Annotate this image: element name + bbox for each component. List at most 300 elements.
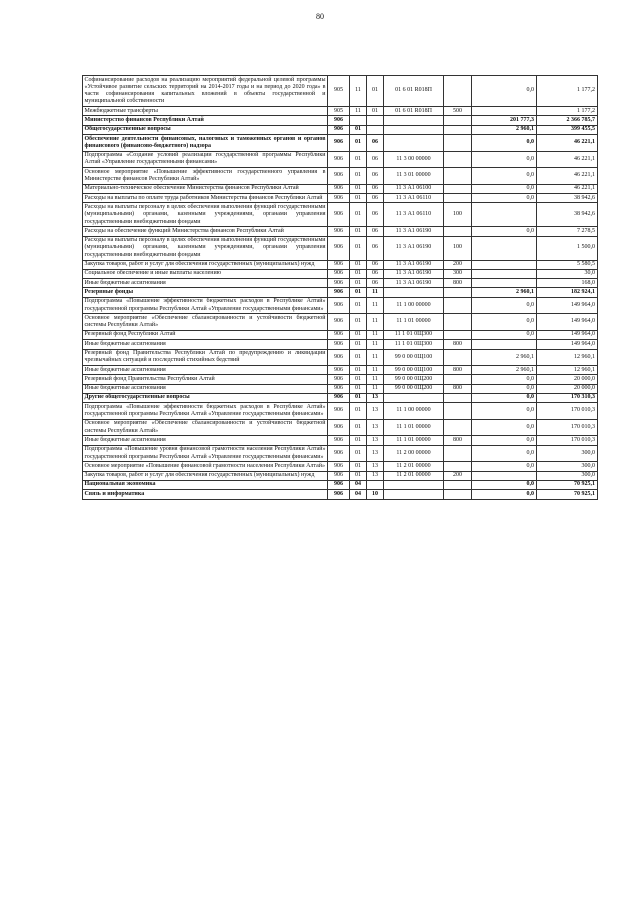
row-amount-total-cell: 300,0 xyxy=(537,471,598,480)
row-expense-type-cell xyxy=(444,135,472,152)
row-target-article-cell: 11 1 01 00000 xyxy=(384,314,444,331)
row-grbs-cell: 906 xyxy=(328,490,350,499)
row-expense-type-cell: 800 xyxy=(444,366,472,375)
row-expense-type-cell xyxy=(444,297,472,314)
row-target-article-cell xyxy=(384,125,444,134)
row-subsection-cell: 11 xyxy=(367,330,384,339)
row-grbs-cell: 906 xyxy=(328,366,350,375)
row-subsection-cell: 13 xyxy=(367,393,384,402)
row-amount-change-cell xyxy=(472,279,537,288)
row-section-cell: 11 xyxy=(350,107,367,116)
row-amount-change-cell: 0,0 xyxy=(472,445,537,462)
row-target-article-cell: 11 3 01 00000 xyxy=(384,168,444,185)
row-amount-change-cell: 0,0 xyxy=(472,393,537,402)
row-target-article-cell: 11 2 00 00000 xyxy=(384,445,444,462)
row-target-article-cell: 11 1 00 00000 xyxy=(384,403,444,420)
row-name-cell: Расходы на выплаты персоналу в целях обеспечения выполнения функций государственными (муниципальными) органами, казенными учреждениями, органами управления государственными внебюджетными фондами xyxy=(83,203,328,227)
row-expense-type-cell: 200 xyxy=(444,471,472,480)
row-subsection-cell: 11 xyxy=(367,349,384,366)
row-expense-type-cell: 100 xyxy=(444,203,472,227)
row-amount-total-cell: 399 455,5 xyxy=(537,125,598,134)
row-expense-type-cell xyxy=(444,116,472,125)
budget-table-body xyxy=(83,76,598,500)
row-grbs-cell: 906 xyxy=(328,403,350,420)
row-expense-type-cell: 800 xyxy=(444,384,472,393)
row-subsection-cell: 13 xyxy=(367,419,384,436)
row-amount-total-cell: 149 964,0 xyxy=(537,340,598,349)
row-amount-total-cell: 170 010,3 xyxy=(537,419,598,436)
row-name-cell: Закупка товаров, работ и услуг для обеспечения государственных (муниципальных) нужд xyxy=(83,471,328,480)
row-target-article-cell xyxy=(384,135,444,152)
row-section-cell: 01 xyxy=(350,269,367,278)
table-row xyxy=(83,288,598,297)
row-subsection-cell xyxy=(367,125,384,134)
row-amount-change-cell: 0,0 xyxy=(472,168,537,185)
row-section-cell: 04 xyxy=(350,480,367,489)
row-name-cell: Межбюджетные трансферты xyxy=(83,107,328,116)
row-grbs-cell: 906 xyxy=(328,340,350,349)
row-grbs-cell: 906 xyxy=(328,125,350,134)
row-grbs-cell: 906 xyxy=(328,462,350,471)
row-expense-type-cell xyxy=(444,194,472,203)
row-name-cell: Иные бюджетные ассигнования xyxy=(83,279,328,288)
row-grbs-cell: 906 xyxy=(328,116,350,125)
table-row xyxy=(83,76,598,107)
row-amount-total-cell: 2 366 785,7 xyxy=(537,116,598,125)
row-amount-change-cell: 0,0 xyxy=(472,184,537,193)
row-name-cell: Резервные фонды xyxy=(83,288,328,297)
row-amount-change-cell: 0,0 xyxy=(472,375,537,384)
row-amount-total-cell: 12 960,1 xyxy=(537,349,598,366)
row-amount-change-cell: 0,0 xyxy=(472,135,537,152)
row-target-article-cell xyxy=(384,393,444,402)
row-target-article-cell: 11 3 А1 06190 xyxy=(384,260,444,269)
row-subsection-cell: 11 xyxy=(367,384,384,393)
row-amount-change-cell xyxy=(472,340,537,349)
table-row xyxy=(83,227,598,236)
row-target-article-cell: 99 0 00 0Щ100 xyxy=(384,366,444,375)
row-amount-total-cell: 30,0 xyxy=(537,269,598,278)
row-subsection-cell: 13 xyxy=(367,462,384,471)
row-name-cell: Иные бюджетные ассигнования xyxy=(83,436,328,445)
row-grbs-cell: 906 xyxy=(328,227,350,236)
row-grbs-cell: 906 xyxy=(328,375,350,384)
table-row xyxy=(83,135,598,152)
row-expense-type-cell xyxy=(444,76,472,107)
row-name-cell: Подпрограмма «Повышение эффективности бюджетных расходов в Республике Алтай» государственной программы Республики Алтай «Управление государственными финансами» xyxy=(83,403,328,420)
row-subsection-cell: 06 xyxy=(367,151,384,168)
row-subsection-cell: 11 xyxy=(367,314,384,331)
row-section-cell: 01 xyxy=(350,445,367,462)
row-expense-type-cell xyxy=(444,349,472,366)
table-row xyxy=(83,236,598,260)
row-amount-change-cell: 0,0 xyxy=(472,462,537,471)
row-amount-total-cell: 182 924,1 xyxy=(537,288,598,297)
page-number: 80 xyxy=(316,12,324,21)
row-name-cell: Иные бюджетные ассигнования xyxy=(83,366,328,375)
row-section-cell: 01 xyxy=(350,375,367,384)
row-amount-change-cell xyxy=(472,236,537,260)
row-amount-total-cell: 38 942,6 xyxy=(537,194,598,203)
row-name-cell: Подпрограмма «Повышение уровня финансовой грамотности населения Республики Алтай» государственной программы Республики Алтай «Управление государственными финансами» xyxy=(83,445,328,462)
row-target-article-cell: 11 2 01 00000 xyxy=(384,462,444,471)
row-section-cell: 01 xyxy=(350,314,367,331)
row-section-cell: 01 xyxy=(350,366,367,375)
row-expense-type-cell: 500 xyxy=(444,107,472,116)
row-amount-change-cell: 2 960,1 xyxy=(472,349,537,366)
table-row xyxy=(83,194,598,203)
row-subsection-cell: 06 xyxy=(367,236,384,260)
row-grbs-cell: 906 xyxy=(328,279,350,288)
row-name-cell: Иные бюджетные ассигнования xyxy=(83,340,328,349)
row-name-cell: Расходы на обеспечение функций Министерства финансов Республики Алтай xyxy=(83,227,328,236)
row-section-cell: 01 xyxy=(350,393,367,402)
row-expense-type-cell xyxy=(444,393,472,402)
row-name-cell: Основное мероприятие «Обеспечение сбалансированности и устойчивости бюджетной системы Республики Алтай» xyxy=(83,419,328,436)
row-name-cell: Национальная экономика xyxy=(83,480,328,489)
row-amount-total-cell: 46 221,1 xyxy=(537,151,598,168)
row-amount-change-cell xyxy=(472,269,537,278)
row-section-cell: 01 xyxy=(350,203,367,227)
row-amount-change-cell xyxy=(472,107,537,116)
row-subsection-cell: 13 xyxy=(367,445,384,462)
row-amount-total-cell: 1 500,0 xyxy=(537,236,598,260)
row-amount-total-cell: 20 000,0 xyxy=(537,375,598,384)
row-name-cell: Подпрограмма «Повышение эффективности бюджетных расходов в Республике Алтай» государственной программы Республики Алтай «Управление государственными финансами» xyxy=(83,297,328,314)
row-target-article-cell: 11 1 01 00000 xyxy=(384,419,444,436)
row-target-article-cell: 11 3 А1 06190 xyxy=(384,279,444,288)
row-amount-total-cell: 20 000,0 xyxy=(537,384,598,393)
row-name-cell: Резервный фонд Правительства Республики Алтай по предупреждению и ликвидации чрезвычайных ситуаций и последствий стихийных бедствий xyxy=(83,349,328,366)
row-amount-change-cell: 0,0 xyxy=(472,480,537,489)
row-target-article-cell: 11 1 01 0Щ300 xyxy=(384,330,444,339)
row-target-article-cell: 01 6 01 R018П xyxy=(384,107,444,116)
row-name-cell: Другие общегосударственные вопросы xyxy=(83,393,328,402)
row-amount-total-cell: 7 278,5 xyxy=(537,227,598,236)
table-row xyxy=(83,203,598,227)
row-amount-change-cell: 0,0 xyxy=(472,490,537,499)
row-grbs-cell: 906 xyxy=(328,393,350,402)
row-section-cell: 01 xyxy=(350,349,367,366)
row-subsection-cell: 06 xyxy=(367,194,384,203)
row-subsection-cell: 13 xyxy=(367,403,384,420)
row-expense-type-cell: 200 xyxy=(444,260,472,269)
row-amount-change-cell: 0,0 xyxy=(472,419,537,436)
row-amount-total-cell: 12 960,1 xyxy=(537,366,598,375)
row-amount-total-cell: 149 964,0 xyxy=(537,330,598,339)
row-subsection-cell: 11 xyxy=(367,340,384,349)
row-target-article-cell xyxy=(384,490,444,499)
row-name-cell: Закупка товаров, работ и услуг для обеспечения государственных (муниципальных) нужд xyxy=(83,260,328,269)
row-amount-change-cell: 201 777,3 xyxy=(472,116,537,125)
row-amount-change-cell: 2 960,1 xyxy=(472,288,537,297)
row-expense-type-cell xyxy=(444,288,472,297)
row-target-article-cell: 99 0 00 0Щ200 xyxy=(384,384,444,393)
row-name-cell: Обеспечение деятельности финансовых, налоговых и таможенных органов и органов финансового (финансово-бюджетного) надзора xyxy=(83,135,328,152)
row-section-cell xyxy=(350,116,367,125)
row-subsection-cell: 06 xyxy=(367,227,384,236)
row-amount-total-cell: 170 010,3 xyxy=(537,436,598,445)
row-amount-total-cell: 70 925,1 xyxy=(537,490,598,499)
row-name-cell: Резервный фонд Республики Алтай xyxy=(83,330,328,339)
table-row xyxy=(83,462,598,471)
row-amount-total-cell: 38 942,6 xyxy=(537,203,598,227)
row-grbs-cell: 906 xyxy=(328,297,350,314)
row-expense-type-cell xyxy=(444,125,472,134)
row-amount-change-cell: 2 960,1 xyxy=(472,366,537,375)
row-section-cell: 01 xyxy=(350,384,367,393)
row-grbs-cell: 906 xyxy=(328,168,350,185)
row-grbs-cell: 906 xyxy=(328,471,350,480)
row-subsection-cell: 11 xyxy=(367,288,384,297)
row-amount-total-cell: 300,0 xyxy=(537,445,598,462)
table-row xyxy=(83,151,598,168)
row-target-article-cell: 11 3 А1 06110 xyxy=(384,203,444,227)
row-name-cell: Материально-техническое обеспечение Министерства финансов Республики Алтай xyxy=(83,184,328,193)
row-name-cell: Социальное обеспечение и иные выплаты населению xyxy=(83,269,328,278)
row-name-cell: Расходы на выплаты по оплате труда работников Министерства финансов Республики Алтай xyxy=(83,194,328,203)
table-row xyxy=(83,269,598,278)
row-amount-total-cell: 1 177,2 xyxy=(537,76,598,107)
row-target-article-cell xyxy=(384,288,444,297)
row-expense-type-cell xyxy=(444,168,472,185)
row-section-cell: 01 xyxy=(350,151,367,168)
row-expense-type-cell xyxy=(444,462,472,471)
row-grbs-cell: 906 xyxy=(328,184,350,193)
row-amount-total-cell: 46 221,1 xyxy=(537,135,598,152)
row-target-article-cell: 11 2 01 00000 xyxy=(384,471,444,480)
row-expense-type-cell xyxy=(444,419,472,436)
row-name-cell: Основное мероприятие «Обеспечение сбалансированности и устойчивости бюджетной системы Республики Алтай» xyxy=(83,314,328,331)
row-target-article-cell: 11 3 00 00000 xyxy=(384,151,444,168)
row-target-article-cell: 11 3 А1 06190 xyxy=(384,227,444,236)
row-grbs-cell: 905 xyxy=(328,76,350,107)
row-expense-type-cell xyxy=(444,330,472,339)
row-target-article-cell: 11 3 А1 06100 xyxy=(384,184,444,193)
row-amount-total-cell: 70 925,1 xyxy=(537,480,598,489)
row-section-cell: 01 xyxy=(350,297,367,314)
row-subsection-cell: 06 xyxy=(367,279,384,288)
row-subsection-cell: 13 xyxy=(367,471,384,480)
row-amount-total-cell: 149 964,0 xyxy=(537,314,598,331)
table-row xyxy=(83,340,598,349)
row-amount-change-cell: 0,0 xyxy=(472,384,537,393)
row-amount-total-cell: 170 010,3 xyxy=(537,403,598,420)
row-section-cell: 11 xyxy=(350,76,367,107)
row-expense-type-cell xyxy=(444,227,472,236)
row-grbs-cell: 906 xyxy=(328,349,350,366)
row-section-cell: 01 xyxy=(350,125,367,134)
row-target-article-cell: 11 1 01 00000 xyxy=(384,436,444,445)
row-amount-change-cell: 0,0 xyxy=(472,194,537,203)
table-row xyxy=(83,366,598,375)
table-row xyxy=(83,480,598,489)
row-subsection-cell: 06 xyxy=(367,184,384,193)
row-subsection-cell: 06 xyxy=(367,260,384,269)
table-row xyxy=(83,490,598,499)
table-row xyxy=(83,279,598,288)
row-grbs-cell: 906 xyxy=(328,203,350,227)
row-section-cell: 01 xyxy=(350,168,367,185)
row-section-cell: 01 xyxy=(350,462,367,471)
table-row xyxy=(83,445,598,462)
row-expense-type-cell: 100 xyxy=(444,236,472,260)
row-amount-change-cell: 0,0 xyxy=(472,436,537,445)
row-name-cell: Основное мероприятие «Повышение эффективности государственного управления в Министерстве финансов Республики Алтай» xyxy=(83,168,328,185)
row-subsection-cell: 01 xyxy=(367,107,384,116)
row-grbs-cell: 906 xyxy=(328,330,350,339)
row-amount-total-cell: 5 580,5 xyxy=(537,260,598,269)
row-name-cell: Расходы на выплаты персоналу в целях обеспечения выполнения функций государственными (муниципальными) органами, казенными учреждениями, органами управления государственными внебюджетными фондами xyxy=(83,236,328,260)
table-row xyxy=(83,330,598,339)
row-grbs-cell: 906 xyxy=(328,236,350,260)
table-row xyxy=(83,260,598,269)
row-section-cell: 01 xyxy=(350,403,367,420)
row-target-article-cell: 99 0 00 0Щ200 xyxy=(384,375,444,384)
row-subsection-cell: 01 xyxy=(367,76,384,107)
row-grbs-cell: 906 xyxy=(328,288,350,297)
row-target-article-cell: 01 6 01 R018П xyxy=(384,76,444,107)
table-row xyxy=(83,184,598,193)
row-grbs-cell: 906 xyxy=(328,314,350,331)
row-expense-type-cell xyxy=(444,403,472,420)
row-section-cell: 01 xyxy=(350,135,367,152)
row-amount-total-cell: 46 221,1 xyxy=(537,184,598,193)
row-expense-type-cell xyxy=(444,184,472,193)
row-amount-change-cell: 0,0 xyxy=(472,297,537,314)
row-amount-total-cell: 46 221,1 xyxy=(537,168,598,185)
row-amount-change-cell: 2 960,1 xyxy=(472,125,537,134)
table-row xyxy=(83,168,598,185)
table-row xyxy=(83,297,598,314)
budget-table xyxy=(82,75,598,500)
row-subsection-cell xyxy=(367,480,384,489)
table-row xyxy=(83,393,598,402)
table-row xyxy=(83,419,598,436)
row-subsection-cell: 06 xyxy=(367,168,384,185)
row-target-article-cell: 11 1 01 0Щ300 xyxy=(384,340,444,349)
row-section-cell: 01 xyxy=(350,279,367,288)
row-expense-type-cell xyxy=(444,151,472,168)
table-row xyxy=(83,384,598,393)
table-row xyxy=(83,125,598,134)
row-subsection-cell: 06 xyxy=(367,203,384,227)
row-target-article-cell: 99 0 00 0Щ100 xyxy=(384,349,444,366)
table-row xyxy=(83,349,598,366)
row-section-cell: 01 xyxy=(350,471,367,480)
row-expense-type-cell xyxy=(444,375,472,384)
row-amount-change-cell xyxy=(472,203,537,227)
row-name-cell: Общегосударственные вопросы xyxy=(83,125,328,134)
row-grbs-cell: 906 xyxy=(328,436,350,445)
row-expense-type-cell xyxy=(444,490,472,499)
row-amount-change-cell: 0,0 xyxy=(472,151,537,168)
row-grbs-cell: 906 xyxy=(328,445,350,462)
row-target-article-cell: 11 1 00 00000 xyxy=(384,297,444,314)
row-subsection-cell: 10 xyxy=(367,490,384,499)
row-amount-change-cell: 0,0 xyxy=(472,314,537,331)
row-name-cell: Иные бюджетные ассигнования xyxy=(83,384,328,393)
row-subsection-cell: 11 xyxy=(367,366,384,375)
row-grbs-cell: 906 xyxy=(328,260,350,269)
row-name-cell: Софинансирование расходов на реализацию мероприятий федеральной целевой программы «Устойчивое развитие сельских территорий на 2014-2017 годы и на период до 2020 года» в части софинансирования капитальных вложений в объекты государственной и муниципальной собственности xyxy=(83,76,328,107)
row-name-cell: Подпрограмма «Создание условий реализации государственной программы Республики Алтай «Управление государственными финансами» xyxy=(83,151,328,168)
row-subsection-cell: 06 xyxy=(367,135,384,152)
row-subsection-cell: 11 xyxy=(367,375,384,384)
row-grbs-cell: 906 xyxy=(328,135,350,152)
row-amount-change-cell xyxy=(472,260,537,269)
row-grbs-cell: 906 xyxy=(328,419,350,436)
row-grbs-cell: 906 xyxy=(328,269,350,278)
row-amount-total-cell: 300,0 xyxy=(537,462,598,471)
row-grbs-cell: 906 xyxy=(328,480,350,489)
row-name-cell: Резервный фонд Правительства Республики Алтай xyxy=(83,375,328,384)
row-expense-type-cell xyxy=(444,480,472,489)
row-expense-type-cell xyxy=(444,445,472,462)
row-section-cell: 01 xyxy=(350,436,367,445)
row-target-article-cell xyxy=(384,480,444,489)
row-grbs-cell: 905 xyxy=(328,107,350,116)
table-row xyxy=(83,375,598,384)
row-section-cell: 01 xyxy=(350,288,367,297)
row-section-cell: 01 xyxy=(350,340,367,349)
row-name-cell: Министерство финансов Республики Алтай xyxy=(83,116,328,125)
row-amount-total-cell: 168,0 xyxy=(537,279,598,288)
row-name-cell: Основное мероприятие «Повышение финансовой грамотности населения Республики Алтай» xyxy=(83,462,328,471)
row-expense-type-cell: 800 xyxy=(444,340,472,349)
row-amount-change-cell: 0,0 xyxy=(472,403,537,420)
row-amount-total-cell: 149 964,0 xyxy=(537,297,598,314)
row-expense-type-cell xyxy=(444,314,472,331)
row-grbs-cell: 906 xyxy=(328,384,350,393)
row-subsection-cell: 13 xyxy=(367,436,384,445)
row-amount-total-cell: 170 310,3 xyxy=(537,393,598,402)
row-target-article-cell xyxy=(384,116,444,125)
row-expense-type-cell: 800 xyxy=(444,436,472,445)
row-subsection-cell: 11 xyxy=(367,297,384,314)
row-target-article-cell: 11 3 А1 06110 xyxy=(384,194,444,203)
row-expense-type-cell: 800 xyxy=(444,279,472,288)
row-target-article-cell: 11 3 А1 06190 xyxy=(384,269,444,278)
row-subsection-cell: 06 xyxy=(367,269,384,278)
row-section-cell: 01 xyxy=(350,236,367,260)
table-row xyxy=(83,116,598,125)
row-section-cell: 01 xyxy=(350,227,367,236)
row-grbs-cell: 906 xyxy=(328,151,350,168)
row-section-cell: 04 xyxy=(350,490,367,499)
table-row xyxy=(83,107,598,116)
table-row xyxy=(83,314,598,331)
row-name-cell: Связь и информатика xyxy=(83,490,328,499)
row-grbs-cell: 906 xyxy=(328,194,350,203)
row-section-cell: 01 xyxy=(350,260,367,269)
row-subsection-cell xyxy=(367,116,384,125)
row-amount-change-cell: 0,0 xyxy=(472,330,537,339)
table-row xyxy=(83,403,598,420)
row-amount-total-cell: 1 177,2 xyxy=(537,107,598,116)
row-expense-type-cell: 300 xyxy=(444,269,472,278)
table-row xyxy=(83,471,598,480)
row-amount-change-cell: 0,0 xyxy=(472,76,537,107)
row-section-cell: 01 xyxy=(350,330,367,339)
row-amount-change-cell: 0,0 xyxy=(472,227,537,236)
row-amount-change-cell xyxy=(472,471,537,480)
row-section-cell: 01 xyxy=(350,194,367,203)
row-target-article-cell: 11 3 А1 06190 xyxy=(384,236,444,260)
table-row xyxy=(83,436,598,445)
row-section-cell: 01 xyxy=(350,419,367,436)
row-section-cell: 01 xyxy=(350,184,367,193)
